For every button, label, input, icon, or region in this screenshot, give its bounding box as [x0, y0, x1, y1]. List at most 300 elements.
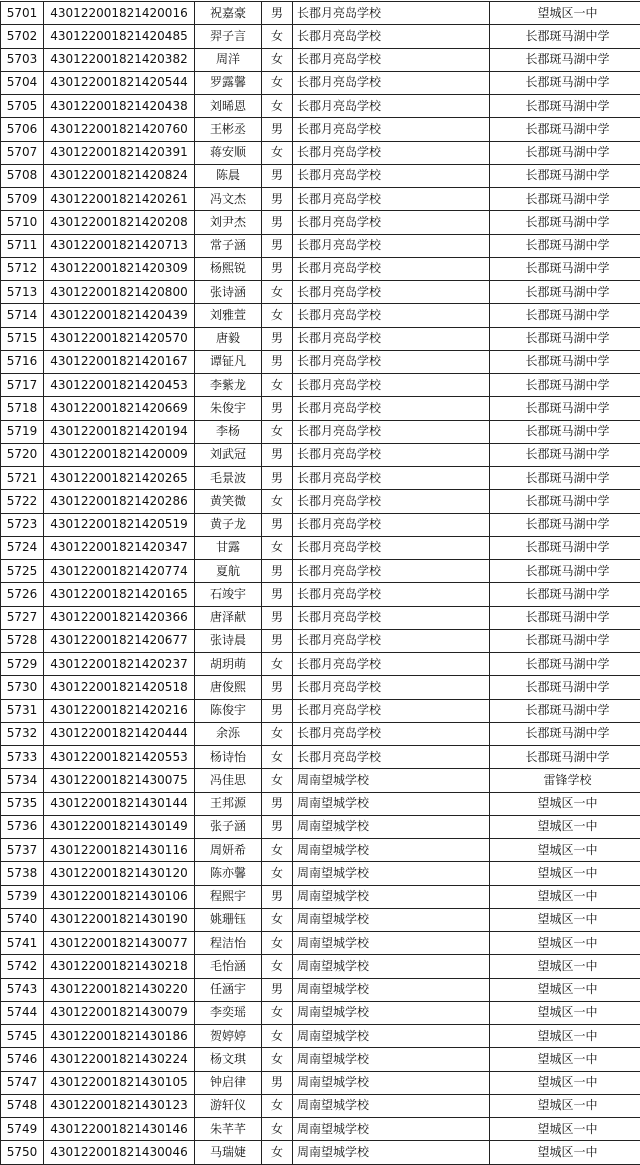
table-row: [1, 257, 640, 280]
admitted-school-cell: 长郡斑马湖中学: [490, 350, 640, 373]
serial-number-cell: 5722: [1, 490, 44, 513]
serial-number-cell: 5718: [1, 397, 44, 420]
gender-cell: 男: [262, 560, 293, 583]
table-row: [1, 815, 640, 838]
student-name-cell: 朱芊芊: [195, 1118, 262, 1141]
table-row: [1, 978, 640, 1001]
gender-cell: 女: [262, 71, 293, 94]
graduating-school-cell: 长郡月亮岛学校: [293, 141, 490, 164]
serial-number-cell: 5745: [1, 1025, 44, 1048]
table-row: [1, 560, 640, 583]
admitted-school-cell: 长郡斑马湖中学: [490, 48, 640, 71]
table-row: [1, 281, 640, 304]
registration-number-cell: 430122001821430190: [44, 908, 195, 931]
table-row: [1, 1141, 640, 1164]
gender-cell: 女: [262, 746, 293, 769]
registration-number-cell: 430122001821420165: [44, 583, 195, 606]
registration-number-cell: 430122001821420800: [44, 281, 195, 304]
student-name-cell: 黄笑微: [195, 490, 262, 513]
admitted-school-cell: 长郡斑马湖中学: [490, 304, 640, 327]
graduating-school-cell: 周南望城学校: [293, 839, 490, 862]
gender-cell: 男: [262, 2, 293, 25]
graduating-school-cell: 长郡月亮岛学校: [293, 583, 490, 606]
graduating-school-cell: 周南望城学校: [293, 908, 490, 931]
student-name-cell: 程洁怡: [195, 932, 262, 955]
registration-number-cell: 430122001821420167: [44, 350, 195, 373]
student-name-cell: 余泺: [195, 722, 262, 745]
serial-number-cell: 5720: [1, 443, 44, 466]
admitted-school-cell: 望城区一中: [490, 932, 640, 955]
registration-number-cell: 430122001821430218: [44, 955, 195, 978]
admitted-school-cell: 望城区一中: [490, 815, 640, 838]
serial-number-cell: 5712: [1, 257, 44, 280]
admitted-school-cell: 长郡斑马湖中学: [490, 560, 640, 583]
gender-cell: 男: [262, 583, 293, 606]
admitted-school-cell: 望城区一中: [490, 978, 640, 1001]
serial-number-cell: 5746: [1, 1048, 44, 1071]
serial-number-cell: 5742: [1, 955, 44, 978]
graduating-school-cell: 周南望城学校: [293, 1048, 490, 1071]
table-row: [1, 629, 640, 652]
table-row: [1, 722, 640, 745]
table-row: [1, 1025, 640, 1048]
registration-number-cell: 430122001821430079: [44, 1001, 195, 1024]
gender-cell: 男: [262, 513, 293, 536]
admitted-school-cell: 长郡斑马湖中学: [490, 257, 640, 280]
admitted-school-cell: 长郡斑马湖中学: [490, 513, 640, 536]
graduating-school-cell: 周南望城学校: [293, 1118, 490, 1141]
admission-table: [0, 1, 640, 1165]
gender-cell: 男: [262, 188, 293, 211]
admitted-school-cell: 长郡斑马湖中学: [490, 467, 640, 490]
serial-number-cell: 5713: [1, 281, 44, 304]
table-row: [1, 839, 640, 862]
registration-number-cell: 430122001821420438: [44, 95, 195, 118]
table-row: [1, 955, 640, 978]
student-name-cell: 杨诗怡: [195, 746, 262, 769]
graduating-school-cell: 长郡月亮岛学校: [293, 257, 490, 280]
admitted-school-cell: 长郡斑马湖中学: [490, 95, 640, 118]
student-name-cell: 李紫龙: [195, 374, 262, 397]
table-row: [1, 188, 640, 211]
registration-number-cell: 430122001821420216: [44, 699, 195, 722]
gender-cell: 男: [262, 118, 293, 141]
graduating-school-cell: 长郡月亮岛学校: [293, 722, 490, 745]
admitted-school-cell: 望城区一中: [490, 1118, 640, 1141]
admitted-school-cell: 长郡斑马湖中学: [490, 536, 640, 559]
serial-number-cell: 5701: [1, 2, 44, 25]
graduating-school-cell: 长郡月亮岛学校: [293, 118, 490, 141]
graduating-school-cell: 周南望城学校: [293, 978, 490, 1001]
registration-number-cell: 430122001821430106: [44, 885, 195, 908]
student-name-cell: 游轩仪: [195, 1094, 262, 1117]
table-row: [1, 490, 640, 513]
admitted-school-cell: 长郡斑马湖中学: [490, 583, 640, 606]
registration-number-cell: 430122001821430220: [44, 978, 195, 1001]
registration-number-cell: 430122001821420760: [44, 118, 195, 141]
gender-cell: 男: [262, 1071, 293, 1094]
gender-cell: 女: [262, 1025, 293, 1048]
graduating-school-cell: 长郡月亮岛学校: [293, 536, 490, 559]
gender-cell: 女: [262, 141, 293, 164]
admitted-school-cell: 长郡斑马湖中学: [490, 629, 640, 652]
serial-number-cell: 5723: [1, 513, 44, 536]
admitted-school-cell: 长郡斑马湖中学: [490, 211, 640, 234]
gender-cell: 女: [262, 420, 293, 443]
table-row: [1, 25, 640, 48]
graduating-school-cell: 长郡月亮岛学校: [293, 164, 490, 187]
table-row: [1, 583, 640, 606]
graduating-school-cell: 长郡月亮岛学校: [293, 2, 490, 25]
registration-number-cell: 430122001821420309: [44, 257, 195, 280]
student-name-cell: 杨文琪: [195, 1048, 262, 1071]
serial-number-cell: 5704: [1, 71, 44, 94]
table-row: [1, 908, 640, 931]
student-name-cell: 谭钲凡: [195, 350, 262, 373]
registration-number-cell: 430122001821430146: [44, 1118, 195, 1141]
admitted-school-cell: 长郡斑马湖中学: [490, 25, 640, 48]
table-row: [1, 71, 640, 94]
admitted-school-cell: 望城区一中: [490, 955, 640, 978]
serial-number-cell: 5703: [1, 48, 44, 71]
table-row: [1, 653, 640, 676]
gender-cell: 男: [262, 467, 293, 490]
graduating-school-cell: 周南望城学校: [293, 955, 490, 978]
registration-number-cell: 430122001821430075: [44, 769, 195, 792]
serial-number-cell: 5739: [1, 885, 44, 908]
student-name-cell: 常子涵: [195, 234, 262, 257]
graduating-school-cell: 周南望城学校: [293, 792, 490, 815]
table-row: [1, 676, 640, 699]
student-name-cell: 李奕瑶: [195, 1001, 262, 1024]
student-name-cell: 张诗晨: [195, 629, 262, 652]
admitted-school-cell: 望城区一中: [490, 1141, 640, 1164]
table-row: [1, 769, 640, 792]
registration-number-cell: 430122001821430123: [44, 1094, 195, 1117]
admitted-school-cell: 长郡斑马湖中学: [490, 722, 640, 745]
registration-number-cell: 430122001821420444: [44, 722, 195, 745]
student-name-cell: 胡玥萌: [195, 653, 262, 676]
graduating-school-cell: 长郡月亮岛学校: [293, 397, 490, 420]
registration-number-cell: 430122001821420237: [44, 653, 195, 676]
serial-number-cell: 5715: [1, 327, 44, 350]
gender-cell: 男: [262, 792, 293, 815]
student-name-cell: 甘露: [195, 536, 262, 559]
registration-number-cell: 430122001821420544: [44, 71, 195, 94]
graduating-school-cell: 周南望城学校: [293, 1025, 490, 1048]
registration-number-cell: 430122001821420774: [44, 560, 195, 583]
serial-number-cell: 5717: [1, 374, 44, 397]
serial-number-cell: 5707: [1, 141, 44, 164]
table-row: [1, 211, 640, 234]
serial-number-cell: 5740: [1, 908, 44, 931]
student-name-cell: 姚珊钰: [195, 908, 262, 931]
graduating-school-cell: 长郡月亮岛学校: [293, 490, 490, 513]
gender-cell: 男: [262, 978, 293, 1001]
serial-number-cell: 5733: [1, 746, 44, 769]
registration-number-cell: 430122001821420824: [44, 164, 195, 187]
serial-number-cell: 5736: [1, 815, 44, 838]
graduating-school-cell: 周南望城学校: [293, 1094, 490, 1117]
registration-number-cell: 430122001821420347: [44, 536, 195, 559]
student-name-cell: 杨熙锐: [195, 257, 262, 280]
registration-number-cell: 430122001821420391: [44, 141, 195, 164]
gender-cell: 女: [262, 908, 293, 931]
student-name-cell: 陈亦馨: [195, 862, 262, 885]
table-row: [1, 443, 640, 466]
serial-number-cell: 5708: [1, 164, 44, 187]
serial-number-cell: 5728: [1, 629, 44, 652]
gender-cell: 男: [262, 443, 293, 466]
registration-number-cell: 430122001821430046: [44, 1141, 195, 1164]
serial-number-cell: 5737: [1, 839, 44, 862]
admitted-school-cell: 长郡斑马湖中学: [490, 606, 640, 629]
gender-cell: 女: [262, 653, 293, 676]
student-name-cell: 陈晨: [195, 164, 262, 187]
student-name-cell: 唐毅: [195, 327, 262, 350]
table-row: [1, 48, 640, 71]
graduating-school-cell: 长郡月亮岛学校: [293, 606, 490, 629]
admitted-school-cell: 望城区一中: [490, 862, 640, 885]
gender-cell: 女: [262, 1048, 293, 1071]
table-row: [1, 862, 640, 885]
graduating-school-cell: 周南望城学校: [293, 862, 490, 885]
serial-number-cell: 5732: [1, 722, 44, 745]
gender-cell: 男: [262, 327, 293, 350]
gender-cell: 男: [262, 885, 293, 908]
graduating-school-cell: 长郡月亮岛学校: [293, 560, 490, 583]
admission-table-body: [1, 2, 640, 1165]
admitted-school-cell: 长郡斑马湖中学: [490, 653, 640, 676]
gender-cell: 男: [262, 397, 293, 420]
student-name-cell: 任涵宇: [195, 978, 262, 1001]
serial-number-cell: 5748: [1, 1094, 44, 1117]
student-name-cell: 罗露馨: [195, 71, 262, 94]
student-name-cell: 陈俊宇: [195, 699, 262, 722]
table-row: [1, 1071, 640, 1094]
registration-number-cell: 430122001821430077: [44, 932, 195, 955]
student-name-cell: 石竣宇: [195, 583, 262, 606]
graduating-school-cell: 长郡月亮岛学校: [293, 746, 490, 769]
table-row: [1, 932, 640, 955]
gender-cell: 男: [262, 676, 293, 699]
gender-cell: 男: [262, 350, 293, 373]
graduating-school-cell: 长郡月亮岛学校: [293, 188, 490, 211]
serial-number-cell: 5714: [1, 304, 44, 327]
table-row: [1, 141, 640, 164]
student-name-cell: 李杨: [195, 420, 262, 443]
student-name-cell: 唐泽献: [195, 606, 262, 629]
registration-number-cell: 430122001821420453: [44, 374, 195, 397]
registration-number-cell: 430122001821420261: [44, 188, 195, 211]
admitted-school-cell: 望城区一中: [490, 2, 640, 25]
gender-cell: 男: [262, 606, 293, 629]
admitted-school-cell: 长郡斑马湖中学: [490, 71, 640, 94]
student-name-cell: 贺婷婷: [195, 1025, 262, 1048]
serial-number-cell: 5731: [1, 699, 44, 722]
admitted-school-cell: 长郡斑马湖中学: [490, 699, 640, 722]
graduating-school-cell: 长郡月亮岛学校: [293, 304, 490, 327]
serial-number-cell: 5706: [1, 118, 44, 141]
student-name-cell: 蒋安顺: [195, 141, 262, 164]
gender-cell: 女: [262, 536, 293, 559]
serial-number-cell: 5747: [1, 1071, 44, 1094]
serial-number-cell: 5738: [1, 862, 44, 885]
gender-cell: 女: [262, 769, 293, 792]
table-row: [1, 420, 640, 443]
gender-cell: 女: [262, 281, 293, 304]
gender-cell: 女: [262, 722, 293, 745]
student-name-cell: 刘雅萱: [195, 304, 262, 327]
graduating-school-cell: 长郡月亮岛学校: [293, 467, 490, 490]
graduating-school-cell: 周南望城学校: [293, 1001, 490, 1024]
serial-number-cell: 5709: [1, 188, 44, 211]
student-name-cell: 王彬丞: [195, 118, 262, 141]
admitted-school-cell: 望城区一中: [490, 1071, 640, 1094]
registration-number-cell: 430122001821430116: [44, 839, 195, 862]
table-row: [1, 606, 640, 629]
gender-cell: 女: [262, 862, 293, 885]
registration-number-cell: 430122001821420570: [44, 327, 195, 350]
gender-cell: 女: [262, 1141, 293, 1164]
student-name-cell: 钟启律: [195, 1071, 262, 1094]
registration-number-cell: 430122001821430144: [44, 792, 195, 815]
table-row: [1, 164, 640, 187]
admitted-school-cell: 望城区一中: [490, 1048, 640, 1071]
graduating-school-cell: 长郡月亮岛学校: [293, 211, 490, 234]
serial-number-cell: 5730: [1, 676, 44, 699]
serial-number-cell: 5705: [1, 95, 44, 118]
table-row: [1, 1048, 640, 1071]
admitted-school-cell: 长郡斑马湖中学: [490, 118, 640, 141]
registration-number-cell: 430122001821430186: [44, 1025, 195, 1048]
student-name-cell: 刘武冠: [195, 443, 262, 466]
serial-number-cell: 5749: [1, 1118, 44, 1141]
registration-number-cell: 430122001821420382: [44, 48, 195, 71]
gender-cell: 女: [262, 48, 293, 71]
admitted-school-cell: 长郡斑马湖中学: [490, 746, 640, 769]
gender-cell: 男: [262, 815, 293, 838]
serial-number-cell: 5724: [1, 536, 44, 559]
registration-number-cell: 430122001821420009: [44, 443, 195, 466]
registration-number-cell: 430122001821430224: [44, 1048, 195, 1071]
serial-number-cell: 5721: [1, 467, 44, 490]
admitted-school-cell: 长郡斑马湖中学: [490, 420, 640, 443]
gender-cell: 男: [262, 234, 293, 257]
graduating-school-cell: 周南望城学校: [293, 815, 490, 838]
student-name-cell: 黄子龙: [195, 513, 262, 536]
registration-number-cell: 430122001821430105: [44, 1071, 195, 1094]
gender-cell: 女: [262, 374, 293, 397]
table-row: [1, 885, 640, 908]
student-name-cell: 冯佳思: [195, 769, 262, 792]
student-name-cell: 周妍希: [195, 839, 262, 862]
table-row: [1, 2, 640, 25]
graduating-school-cell: 长郡月亮岛学校: [293, 699, 490, 722]
serial-number-cell: 5702: [1, 25, 44, 48]
graduating-school-cell: 长郡月亮岛学校: [293, 95, 490, 118]
serial-number-cell: 5750: [1, 1141, 44, 1164]
registration-number-cell: 430122001821420016: [44, 2, 195, 25]
serial-number-cell: 5743: [1, 978, 44, 1001]
admitted-school-cell: 长郡斑马湖中学: [490, 490, 640, 513]
admitted-school-cell: 长郡斑马湖中学: [490, 443, 640, 466]
gender-cell: 女: [262, 304, 293, 327]
student-name-cell: 毛景波: [195, 467, 262, 490]
table-row: [1, 699, 640, 722]
serial-number-cell: 5734: [1, 769, 44, 792]
admitted-school-cell: 长郡斑马湖中学: [490, 164, 640, 187]
graduating-school-cell: 长郡月亮岛学校: [293, 281, 490, 304]
graduating-school-cell: 长郡月亮岛学校: [293, 629, 490, 652]
graduating-school-cell: 长郡月亮岛学校: [293, 71, 490, 94]
gender-cell: 男: [262, 211, 293, 234]
student-name-cell: 夏航: [195, 560, 262, 583]
student-name-cell: 王邦源: [195, 792, 262, 815]
registration-number-cell: 430122001821420208: [44, 211, 195, 234]
admitted-school-cell: 雷锋学校: [490, 769, 640, 792]
admitted-school-cell: 望城区一中: [490, 1001, 640, 1024]
admitted-school-cell: 长郡斑马湖中学: [490, 234, 640, 257]
admitted-school-cell: 长郡斑马湖中学: [490, 188, 640, 211]
graduating-school-cell: 周南望城学校: [293, 932, 490, 955]
graduating-school-cell: 周南望城学校: [293, 885, 490, 908]
registration-number-cell: 430122001821420439: [44, 304, 195, 327]
gender-cell: 男: [262, 699, 293, 722]
table-row: [1, 304, 640, 327]
graduating-school-cell: 长郡月亮岛学校: [293, 676, 490, 699]
table-row: [1, 374, 640, 397]
graduating-school-cell: 长郡月亮岛学校: [293, 327, 490, 350]
table-row: [1, 234, 640, 257]
graduating-school-cell: 长郡月亮岛学校: [293, 48, 490, 71]
table-row: [1, 95, 640, 118]
student-name-cell: 朱俊宇: [195, 397, 262, 420]
table-row: [1, 792, 640, 815]
serial-number-cell: 5741: [1, 932, 44, 955]
table-row: [1, 536, 640, 559]
gender-cell: 女: [262, 955, 293, 978]
serial-number-cell: 5726: [1, 583, 44, 606]
graduating-school-cell: 长郡月亮岛学校: [293, 443, 490, 466]
graduating-school-cell: 长郡月亮岛学校: [293, 513, 490, 536]
serial-number-cell: 5729: [1, 653, 44, 676]
graduating-school-cell: 长郡月亮岛学校: [293, 25, 490, 48]
graduating-school-cell: 长郡月亮岛学校: [293, 234, 490, 257]
registration-number-cell: 430122001821420194: [44, 420, 195, 443]
student-name-cell: 程熙宇: [195, 885, 262, 908]
registration-number-cell: 430122001821420553: [44, 746, 195, 769]
registration-number-cell: 430122001821420519: [44, 513, 195, 536]
registration-number-cell: 430122001821420286: [44, 490, 195, 513]
student-name-cell: 毛怡涵: [195, 955, 262, 978]
gender-cell: 男: [262, 257, 293, 280]
gender-cell: 女: [262, 1118, 293, 1141]
gender-cell: 女: [262, 839, 293, 862]
gender-cell: 女: [262, 490, 293, 513]
graduating-school-cell: 长郡月亮岛学校: [293, 350, 490, 373]
graduating-school-cell: 长郡月亮岛学校: [293, 420, 490, 443]
gender-cell: 男: [262, 629, 293, 652]
table-row: [1, 397, 640, 420]
registration-number-cell: 430122001821420485: [44, 25, 195, 48]
registration-number-cell: 430122001821420713: [44, 234, 195, 257]
student-name-cell: 祝嘉豪: [195, 2, 262, 25]
serial-number-cell: 5716: [1, 350, 44, 373]
student-name-cell: 刘晞恩: [195, 95, 262, 118]
admitted-school-cell: 望城区一中: [490, 1094, 640, 1117]
serial-number-cell: 5725: [1, 560, 44, 583]
